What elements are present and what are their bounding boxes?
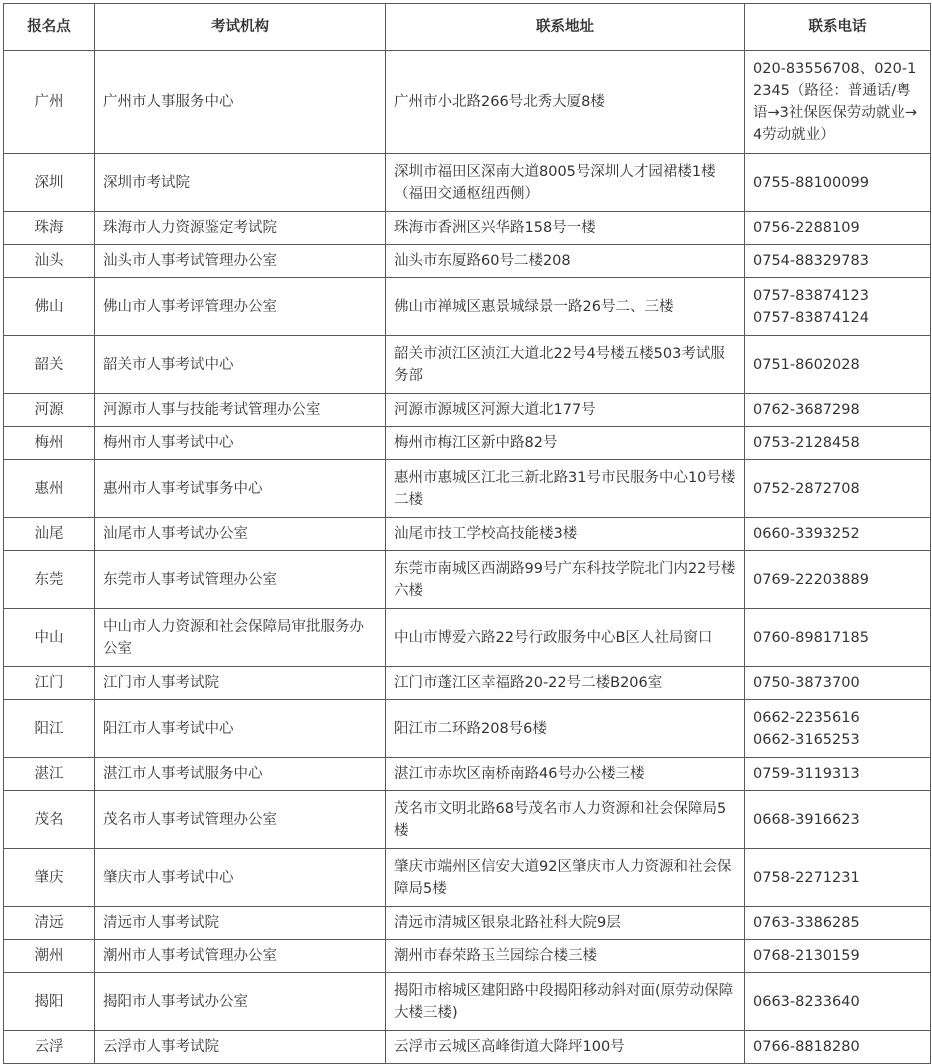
cell-address: 茂名市文明北路68号茂名市人力资源和社会保障局5楼 (386, 791, 745, 849)
phone-number: 0769-22203889 (753, 571, 869, 588)
cell-site: 韶关 (4, 336, 95, 394)
table-row (4, 609, 931, 667)
cell-address: 韶关市浈江区浈江大道北22号4号楼五楼503考试服务部 (386, 336, 745, 394)
cell-site: 梅州 (4, 427, 95, 460)
cell-site: 揭阳 (4, 973, 95, 1031)
table-row (4, 973, 931, 1031)
header-phone: 联系电话 (745, 4, 931, 51)
table-row (4, 700, 931, 758)
cell-site: 深圳 (4, 154, 95, 212)
cell-org: 清远市人事考试院 (95, 907, 386, 940)
cell-org: 韶关市人事考试中心 (95, 336, 386, 394)
cell-site: 惠州 (4, 460, 95, 518)
cell-site: 潮州 (4, 940, 95, 973)
table-row (4, 278, 931, 336)
table-row (4, 427, 931, 460)
cell-phone (745, 973, 931, 1031)
cell-address: 中山市博爱六路22号行政服务中心B区人社局窗口 (386, 609, 745, 667)
cell-org: 江门市人事考试院 (95, 667, 386, 700)
cell-site: 江门 (4, 667, 95, 700)
phone-number: 0751-8602028 (753, 356, 860, 373)
phone-number: 0756-2288109 (753, 220, 860, 236)
cell-address: 珠海市香洲区兴华路158号一楼 (386, 212, 745, 245)
cell-org: 阳江市人事考试中心 (95, 700, 386, 758)
cell-address: 东莞市南城区西湖路99号广东科技学院北门内22号楼六楼 (386, 551, 745, 609)
phone-number: 0766-8818280 (753, 1039, 860, 1055)
exam-site-contact-table (3, 3, 931, 1064)
cell-address: 梅州市梅江区新中路82号 (386, 427, 745, 460)
phone-number: 0763-3386285 (753, 915, 860, 931)
phone-number: 0759-3119313 (753, 766, 860, 782)
table-row (4, 460, 931, 518)
phone-number: 0755-88100099 (753, 174, 869, 191)
cell-address: 云浮市云城区高峰街道大降坪100号 (386, 1031, 745, 1064)
cell-org: 云浮市人事考试院 (95, 1031, 386, 1064)
cell-phone (745, 758, 931, 791)
cell-org: 东莞市人事考试管理办公室 (95, 551, 386, 609)
phone-number: 0757-83874123 (753, 287, 869, 304)
table-header-row (4, 4, 931, 51)
cell-address: 佛山市禅城区惠景城绿景一路26号二、三楼 (386, 278, 745, 336)
cell-phone (745, 849, 931, 907)
cell-phone (745, 336, 931, 394)
cell-phone (745, 278, 931, 336)
cell-address: 广州市小北路266号北秀大厦8楼 (386, 51, 745, 154)
cell-phone (745, 518, 931, 551)
cell-site: 肇庆 (4, 849, 95, 907)
cell-org: 广州市人事服务中心 (95, 51, 386, 154)
cell-org: 惠州市人事考试事务中心 (95, 460, 386, 518)
table-row (4, 849, 931, 907)
cell-org: 茂名市人事考试管理办公室 (95, 791, 386, 849)
cell-phone (745, 394, 931, 427)
cell-site: 河源 (4, 394, 95, 427)
table-row (4, 667, 931, 700)
cell-org: 揭阳市人事考试办公室 (95, 973, 386, 1031)
phone-number: 0757-83874124 (753, 309, 869, 326)
table-row (4, 907, 931, 940)
cell-org: 汕尾市人事考试办公室 (95, 518, 386, 551)
phone-number: 0662-3165253 (753, 731, 860, 748)
cell-address: 潮州市春荣路玉兰园综合楼三楼 (386, 940, 745, 973)
cell-site: 东莞 (4, 551, 95, 609)
phone-number: 0663-8233640 (753, 993, 860, 1010)
cell-phone (745, 427, 931, 460)
cell-site: 云浮 (4, 1031, 95, 1064)
cell-org: 中山市人力资源和社会保障局审批服务办公室 (95, 609, 386, 667)
header-address: 联系地址 (386, 4, 745, 51)
table-body (4, 51, 931, 1064)
cell-org: 湛江市人事考试服务中心 (95, 758, 386, 791)
phone-number: 0660-3393252 (753, 526, 860, 542)
cell-org: 肇庆市人事考试中心 (95, 849, 386, 907)
phone-number: 0668-3916623 (753, 811, 860, 828)
table-row (4, 518, 931, 551)
cell-phone (745, 940, 931, 973)
phone-number: 0753-2128458 (753, 435, 860, 451)
table-row (4, 212, 931, 245)
cell-org: 深圳市考试院 (95, 154, 386, 212)
cell-org: 河源市人事与技能考试管理办公室 (95, 394, 386, 427)
cell-phone (745, 551, 931, 609)
phone-number: 0758-2271231 (753, 869, 860, 886)
table-row (4, 940, 931, 973)
cell-phone (745, 212, 931, 245)
table-row (4, 551, 931, 609)
cell-site: 中山 (4, 609, 95, 667)
cell-site: 佛山 (4, 278, 95, 336)
phone-number: 020-83556708、020-12345（路径：普通话/粤语→3社保医保劳动就业→4劳动就业） (753, 61, 918, 143)
cell-site: 湛江 (4, 758, 95, 791)
phone-number: 0760-89817185 (753, 629, 869, 646)
cell-site: 珠海 (4, 212, 95, 245)
table-row (4, 336, 931, 394)
cell-address: 深圳市福田区深南大道8005号深圳人才园裙楼1楼（福田交通枢纽西侧） (386, 154, 745, 212)
cell-phone (745, 609, 931, 667)
cell-address: 河源市源城区河源大道北177号 (386, 394, 745, 427)
cell-site: 茂名 (4, 791, 95, 849)
cell-address: 肇庆市端州区信安大道92区肇庆市人力资源和社会保障局5楼 (386, 849, 745, 907)
table-row (4, 791, 931, 849)
cell-org: 梅州市人事考试中心 (95, 427, 386, 460)
cell-org: 汕头市人事考试管理办公室 (95, 245, 386, 278)
cell-address: 惠州市惠城区江北三新北路31号市民服务中心10号楼二楼 (386, 460, 745, 518)
phone-number: 0750-3873700 (753, 675, 860, 691)
phone-number: 0752-2872708 (753, 480, 860, 497)
header-site: 报名点 (4, 4, 95, 51)
cell-site: 广州 (4, 51, 95, 154)
cell-site: 清远 (4, 907, 95, 940)
exam-site-table-container (3, 3, 931, 1064)
cell-phone (745, 907, 931, 940)
table-row (4, 154, 931, 212)
cell-org: 珠海市人力资源鉴定考试院 (95, 212, 386, 245)
cell-phone (745, 245, 931, 278)
phone-number: 0754-88329783 (753, 253, 869, 269)
cell-site: 汕头 (4, 245, 95, 278)
cell-phone (745, 791, 931, 849)
cell-address: 汕尾市技工学校高技能楼3楼 (386, 518, 745, 551)
cell-address: 清远市清城区银泉北路社科大院9层 (386, 907, 745, 940)
table-row (4, 394, 931, 427)
table-row (4, 245, 931, 278)
cell-phone (745, 154, 931, 212)
cell-address: 阳江市二环路208号6楼 (386, 700, 745, 758)
header-org: 考试机构 (95, 4, 386, 51)
cell-phone (745, 700, 931, 758)
cell-phone (745, 51, 931, 154)
table-row (4, 758, 931, 791)
table-row (4, 1031, 931, 1064)
cell-org: 佛山市人事考评管理办公室 (95, 278, 386, 336)
cell-phone (745, 460, 931, 518)
cell-address: 汕头市东厦路60号二楼208 (386, 245, 745, 278)
cell-address: 江门市蓬江区幸福路20-22号二楼B206室 (386, 667, 745, 700)
phone-number: 0762-3687298 (753, 402, 860, 418)
phone-number: 0768-2130159 (753, 948, 860, 964)
cell-site: 汕尾 (4, 518, 95, 551)
cell-site: 阳江 (4, 700, 95, 758)
cell-address: 揭阳市榕城区建阳路中段揭阳移动斜对面(原劳动保障大楼三楼) (386, 973, 745, 1031)
cell-phone (745, 667, 931, 700)
table-row (4, 51, 931, 154)
cell-address: 湛江市赤坎区南桥南路46号办公楼三楼 (386, 758, 745, 791)
cell-org: 潮州市人事考试管理办公室 (95, 940, 386, 973)
cell-phone (745, 1031, 931, 1064)
phone-number: 0662-2235616 (753, 709, 860, 726)
